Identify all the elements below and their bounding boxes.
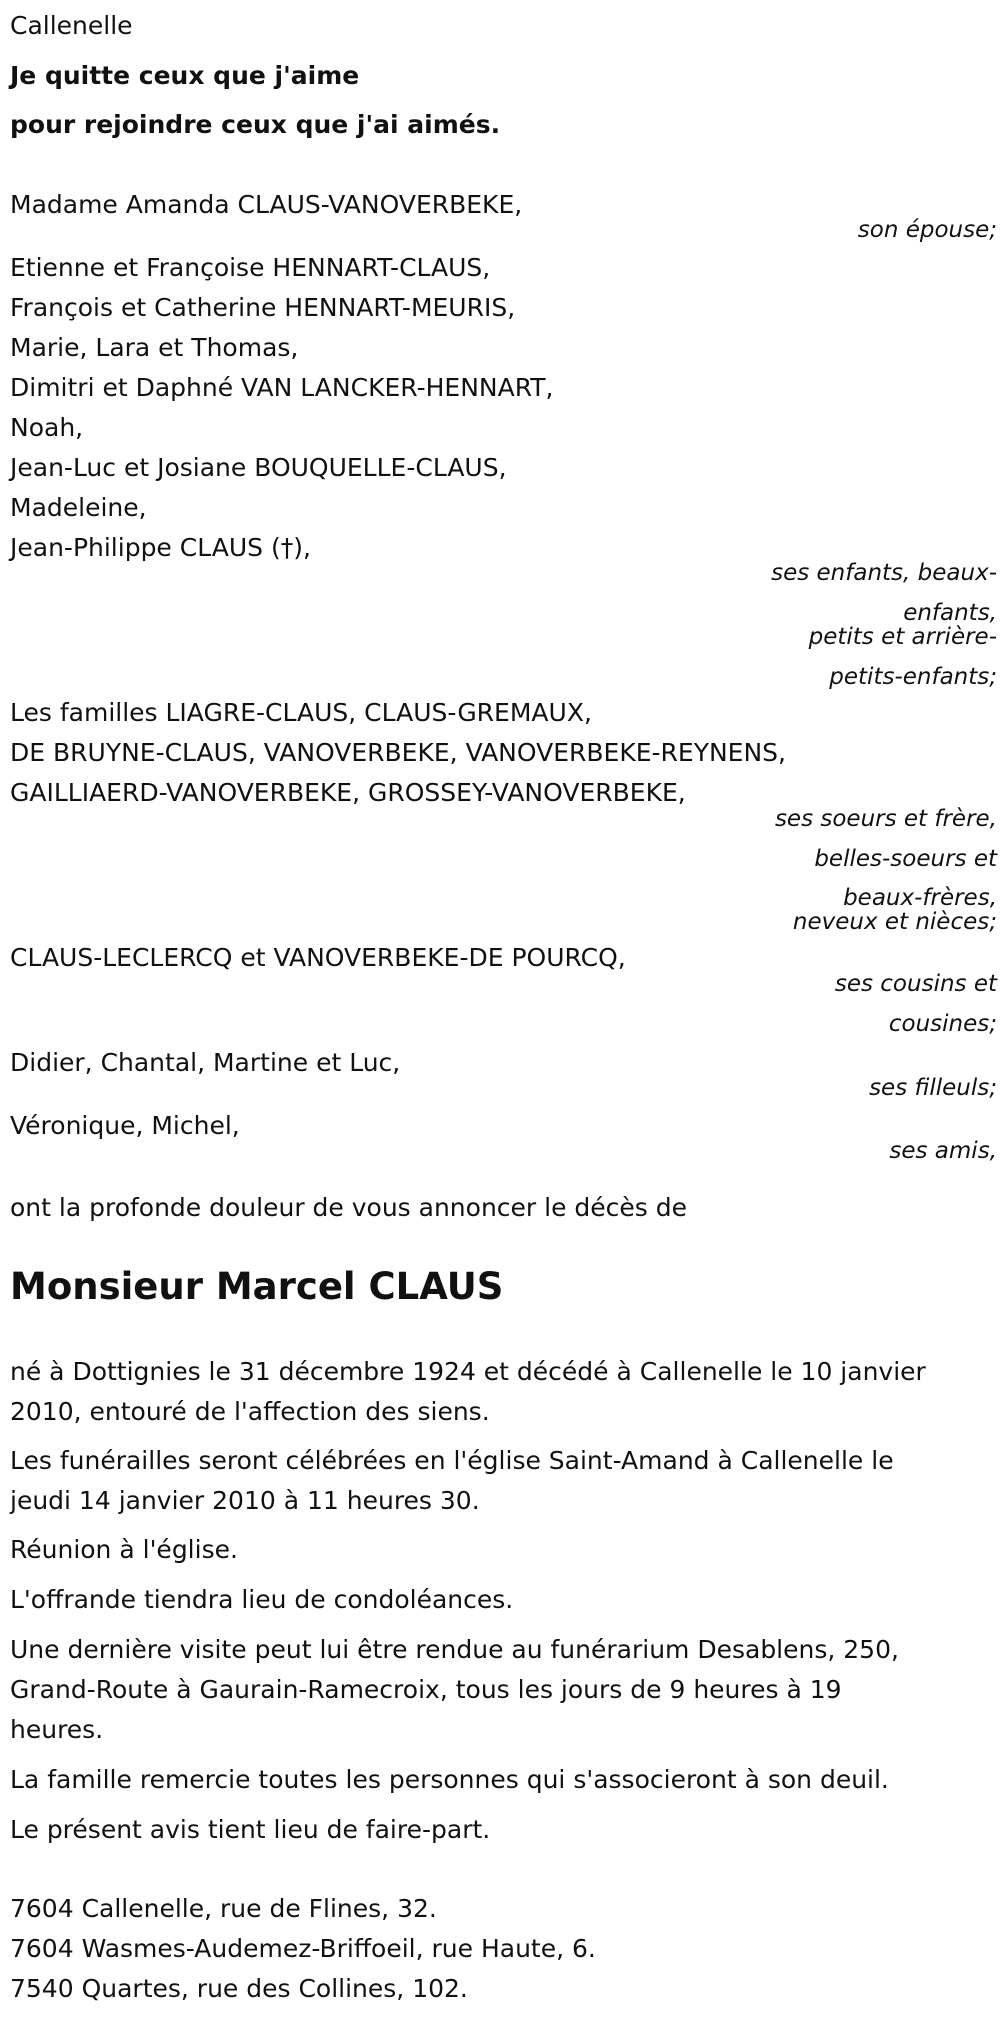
godchildren-relation: ses filleuls; bbox=[869, 1075, 997, 1101]
friends-line: Véronique, Michel, bbox=[10, 1111, 240, 1140]
children-line-3: Marie, Lara et Thomas, bbox=[10, 333, 299, 362]
children-relation-2: enfants, bbox=[903, 600, 997, 626]
children-line-4: Dimitri et Daphné VAN LANCKER-HENNART, bbox=[10, 373, 554, 402]
birth-line-2: 2010, entouré de l'affection des siens. bbox=[10, 1397, 490, 1426]
families-line-2: DE BRUYNE-CLAUS, VANOVERBEKE, VANOVERBEKE-REYNENS, bbox=[10, 738, 786, 767]
spouse-relation: son épouse; bbox=[857, 217, 997, 243]
funeral-line-2: jeudi 14 janvier 2010 à 11 heures 30. bbox=[10, 1486, 480, 1515]
godchildren-line: Didier, Chantal, Martine et Luc, bbox=[10, 1048, 401, 1077]
cousins-line: CLAUS-LECLERCQ et VANOVERBEKE-DE POURCQ, bbox=[10, 943, 626, 972]
offering-line: L'offrande tiendra lieu de condoléances. bbox=[10, 1585, 514, 1614]
cousins-relation-2: cousines; bbox=[888, 1011, 997, 1037]
families-relation-1: ses soeurs et frère, bbox=[774, 806, 997, 832]
birth-line-1: né à Dottignies le 31 décembre 1924 et décédé à Callenelle le 10 janvier bbox=[10, 1357, 926, 1386]
funeral-line-1: Les funérailles seront célébrées en l'église Saint-Amand à Callenelle le bbox=[10, 1446, 894, 1475]
address-line-2: 7604 Wasmes-Audemez-Briffoeil, rue Haute, 6. bbox=[10, 1934, 596, 1963]
children-line-6: Jean-Luc et Josiane BOUQUELLE-CLAUS, bbox=[10, 453, 507, 482]
children-line-7: Madeleine, bbox=[10, 493, 147, 522]
children-line-5: Noah, bbox=[10, 413, 84, 442]
visit-line-3: heures. bbox=[10, 1715, 104, 1744]
visit-line-1: Une dernière visite peut lui être rendue au funérarium Desablens, 250, bbox=[10, 1635, 899, 1664]
address-line-3: 7540 Quartes, rue des Collines, 102. bbox=[10, 1974, 468, 2003]
notice-line: Le présent avis tient lieu de faire-part. bbox=[10, 1815, 491, 1844]
friends-relation: ses amis, bbox=[889, 1138, 997, 1164]
families-relation-3: beaux-frères, bbox=[843, 885, 997, 911]
quote-line-2: pour rejoindre ceux que j'ai aimés. bbox=[10, 110, 501, 139]
meeting-line: Réunion à l'église. bbox=[10, 1535, 238, 1564]
spouse-name: Madame Amanda CLAUS-VANOVERBEKE, bbox=[10, 190, 523, 219]
quote-line-1: Je quitte ceux que j'aime bbox=[10, 61, 360, 90]
children-relation-1: ses enfants, beaux- bbox=[771, 560, 997, 586]
families-relation-2: belles-soeurs et bbox=[814, 846, 997, 872]
deceased-name: Monsieur Marcel CLAUS bbox=[10, 1265, 504, 1308]
children-relation-3: petits et arrière- bbox=[808, 624, 997, 650]
families-line-3: GAILLIAERD-VANOVERBEKE, GROSSEY-VANOVERBEKE, bbox=[10, 778, 686, 807]
visit-line-2: Grand-Route à Gaurain-Ramecroix, tous les jours de 9 heures à 19 bbox=[10, 1675, 842, 1704]
families-line-1: Les familles LIAGRE-CLAUS, CLAUS-GREMAUX, bbox=[10, 698, 592, 727]
thanks-line: La famille remercie toutes les personnes qui s'associeront à son deuil. bbox=[10, 1765, 889, 1794]
address-line-1: 7604 Callenelle, rue de Flines, 32. bbox=[10, 1894, 437, 1923]
children-line-8: Jean-Philippe CLAUS (†), bbox=[10, 533, 311, 562]
families-relation-4: neveux et nièces; bbox=[792, 909, 997, 935]
announcement-line: ont la profonde douleur de vous annoncer le décès de bbox=[10, 1193, 688, 1222]
children-line-1: Etienne et Françoise HENNART-CLAUS, bbox=[10, 253, 491, 282]
cousins-relation-1: ses cousins et bbox=[834, 971, 997, 997]
children-relation-4: petits-enfants; bbox=[829, 664, 997, 690]
place-heading: Callenelle bbox=[10, 11, 133, 40]
children-line-2: François et Catherine HENNART-MEURIS, bbox=[10, 293, 516, 322]
